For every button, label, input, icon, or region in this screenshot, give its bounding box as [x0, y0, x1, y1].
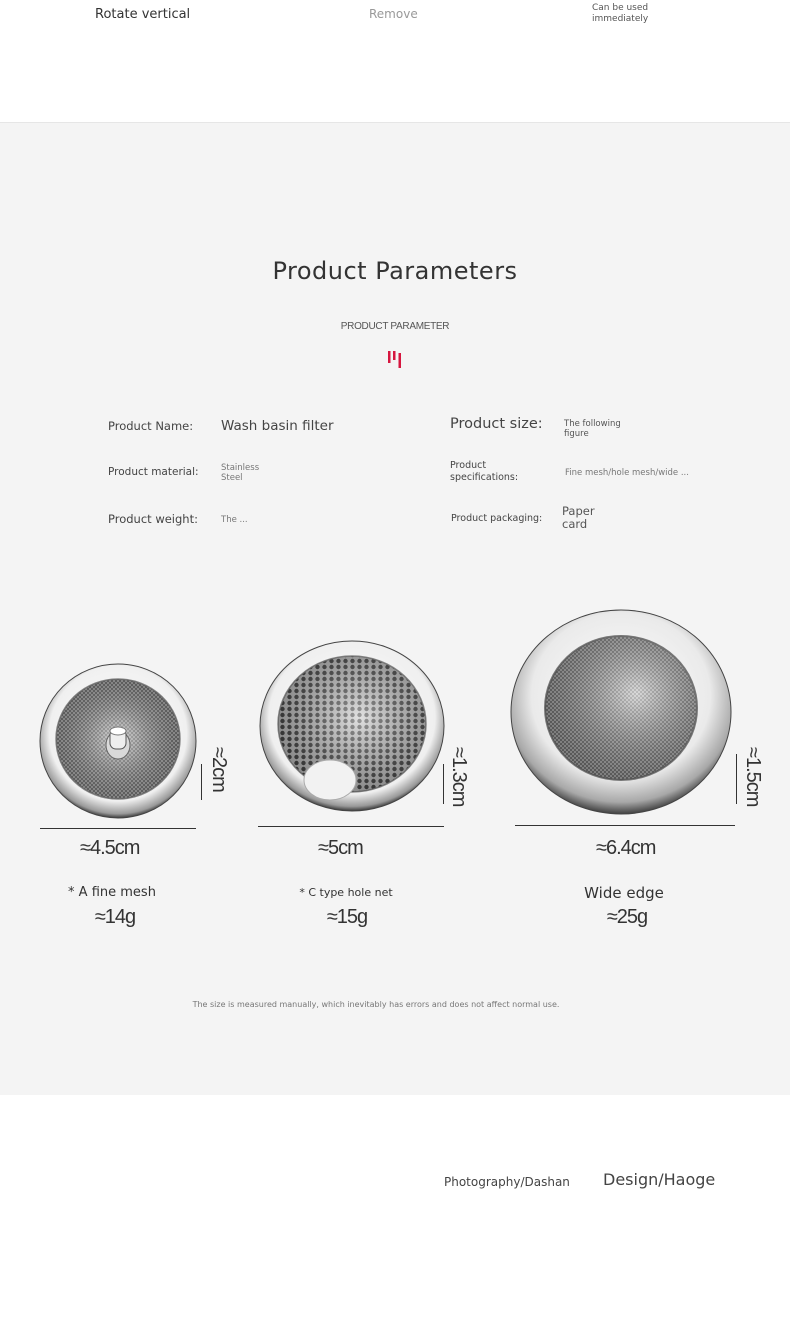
accent-mark-icon: [387, 349, 403, 369]
parameters-panel: [0, 122, 790, 1095]
spec-label: Product specifications:: [450, 460, 519, 483]
product-weight: ≈14g: [94, 906, 136, 928]
diameter-line: [40, 828, 196, 829]
height-label: ≈2cm: [208, 747, 230, 792]
product-caption: Wide edge: [584, 884, 664, 902]
feature-remove: Remove: [369, 7, 418, 21]
material-label: Product material:: [108, 466, 199, 478]
photography-credit: Photography/Dashan: [444, 1175, 570, 1189]
product-weight: ≈25g: [606, 906, 648, 928]
height-line: [736, 754, 737, 804]
product-caption: * A fine mesh: [68, 885, 156, 900]
size-value: The following figure: [564, 419, 621, 439]
top-strip: [0, 0, 790, 122]
material-value: Stainless Steel: [221, 463, 260, 483]
packaging-label: Product packaging:: [451, 513, 543, 524]
c-type-hole-filter-image: [258, 640, 446, 816]
diameter-label: ≈5cm: [318, 837, 363, 859]
product-caption: * C type hole net: [299, 886, 393, 899]
diameter-line: [258, 826, 444, 827]
packaging-value: Paper card: [562, 504, 595, 531]
name-value: Wash basin filter: [221, 418, 334, 434]
height-label: ≈1.5cm: [742, 747, 764, 807]
spec-value: Fine mesh/hole mesh/wide ...: [565, 468, 689, 478]
feature-use-immediately: Can be used immediately: [592, 3, 649, 24]
design-credit: Design/Haoge: [603, 1170, 716, 1189]
name-label: Product Name:: [108, 419, 194, 433]
diameter-line: [515, 825, 735, 826]
height-line: [201, 764, 202, 800]
page-subtitle: PRODUCT PARAMETER: [340, 321, 450, 332]
diameter-label: ≈6.4cm: [596, 837, 656, 859]
fine-mesh-filter-image: [38, 663, 198, 821]
weight-label: Product weight:: [108, 512, 198, 526]
feature-rotate-vertical: Rotate vertical: [95, 7, 191, 22]
height-label: ≈1.3cm: [448, 747, 470, 807]
product-weight: ≈15g: [326, 906, 368, 928]
measurement-note: The size is measured manually, which inevitably has errors and does not affect normal use.: [192, 1000, 560, 1009]
wide-edge-filter-image: [509, 608, 733, 816]
size-label: Product size:: [450, 416, 543, 432]
weight-value: The ...: [221, 515, 248, 525]
height-line: [443, 764, 444, 804]
page-title: Product Parameters: [272, 257, 518, 285]
diameter-label: ≈4.5cm: [80, 837, 140, 859]
